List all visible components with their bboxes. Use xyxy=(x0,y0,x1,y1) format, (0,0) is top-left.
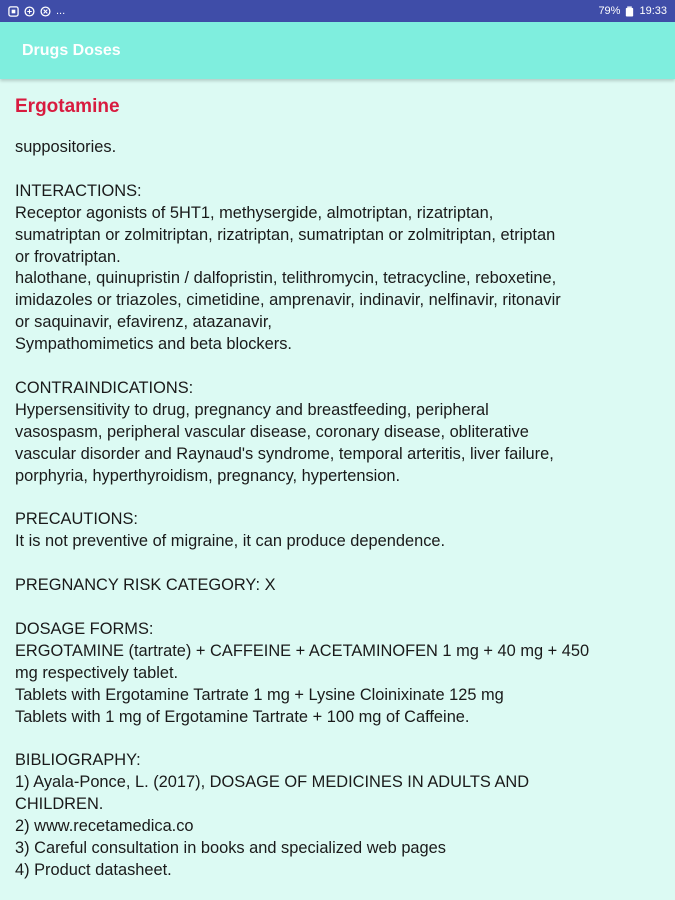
notification-overflow: ... xyxy=(56,5,66,17)
system-tray xyxy=(598,5,667,17)
drug-detail[interactable] xyxy=(15,93,665,882)
battery-percentage: 79% xyxy=(598,5,621,17)
app-title: Drugs Doses xyxy=(22,41,121,59)
battery-icon xyxy=(624,6,635,17)
drug-name: Ergotamine xyxy=(15,96,120,117)
notification-icon xyxy=(8,6,19,17)
clock: 19:33 xyxy=(639,5,667,17)
drug-description: suppositories. INTERACTIONS: Receptor agonists of 5HT1, methysergide, almotriptan, rizatriptan, sumatriptan or zolmitriptan, rizatriptan, sumatriptan or zolmitriptan, etriptan or frovatriptan. halothane, quinupristin / dalfopristin, telithromycin, tetracycline, reboxetine, imidazoles or triazoles, cimetidine, amprenavir, indinavir, nelfinavir, ritonavir or saquinavir, efavirenz, atazanavir, Sympathomimetics and beta blockers. CONTRAINDICATIONS: Hypersensitivity to drug, pregnancy and breastfeeding, peripheral vasospasm, peripheral vascular disease, coronary disease, obliterative vascular disorder and Raynaud's syndrome, temporal arteritis, liver failure, porphyria, hyperthyroidism, pregnancy, hypertension. PRECAUTIONS: It is not preventive of migraine, it can produce dependence. PREGNANCY RISK CATEGORY: X DOSAGE FORMS: ERGOTAMINE (tartrate) + CAFFEINE + ACETAMINOFEN 1 mg + 40 mg + 450 mg respectively tablet. Tablets with Ergotamine Tartrate 1 mg + Lysine Cloinixinate 125 mg Tablets with 1 mg of Ergotamine Tartrate + 100 mg of Caffeine. BIBLIOGRAPHY: 1) Ayala-Ponce, L. (2017), DOSAGE OF MEDICINES IN ADULTS AND CHILDREN. 2) www.recetamedica.co 3) Careful consultation in books and specialized web pages 4) Product datasheet. xyxy=(15,138,590,879)
notification-area xyxy=(8,5,65,17)
notification-icon xyxy=(24,6,35,17)
status-bar xyxy=(0,0,675,22)
notification-icon xyxy=(40,6,51,17)
app-bar xyxy=(0,22,675,79)
